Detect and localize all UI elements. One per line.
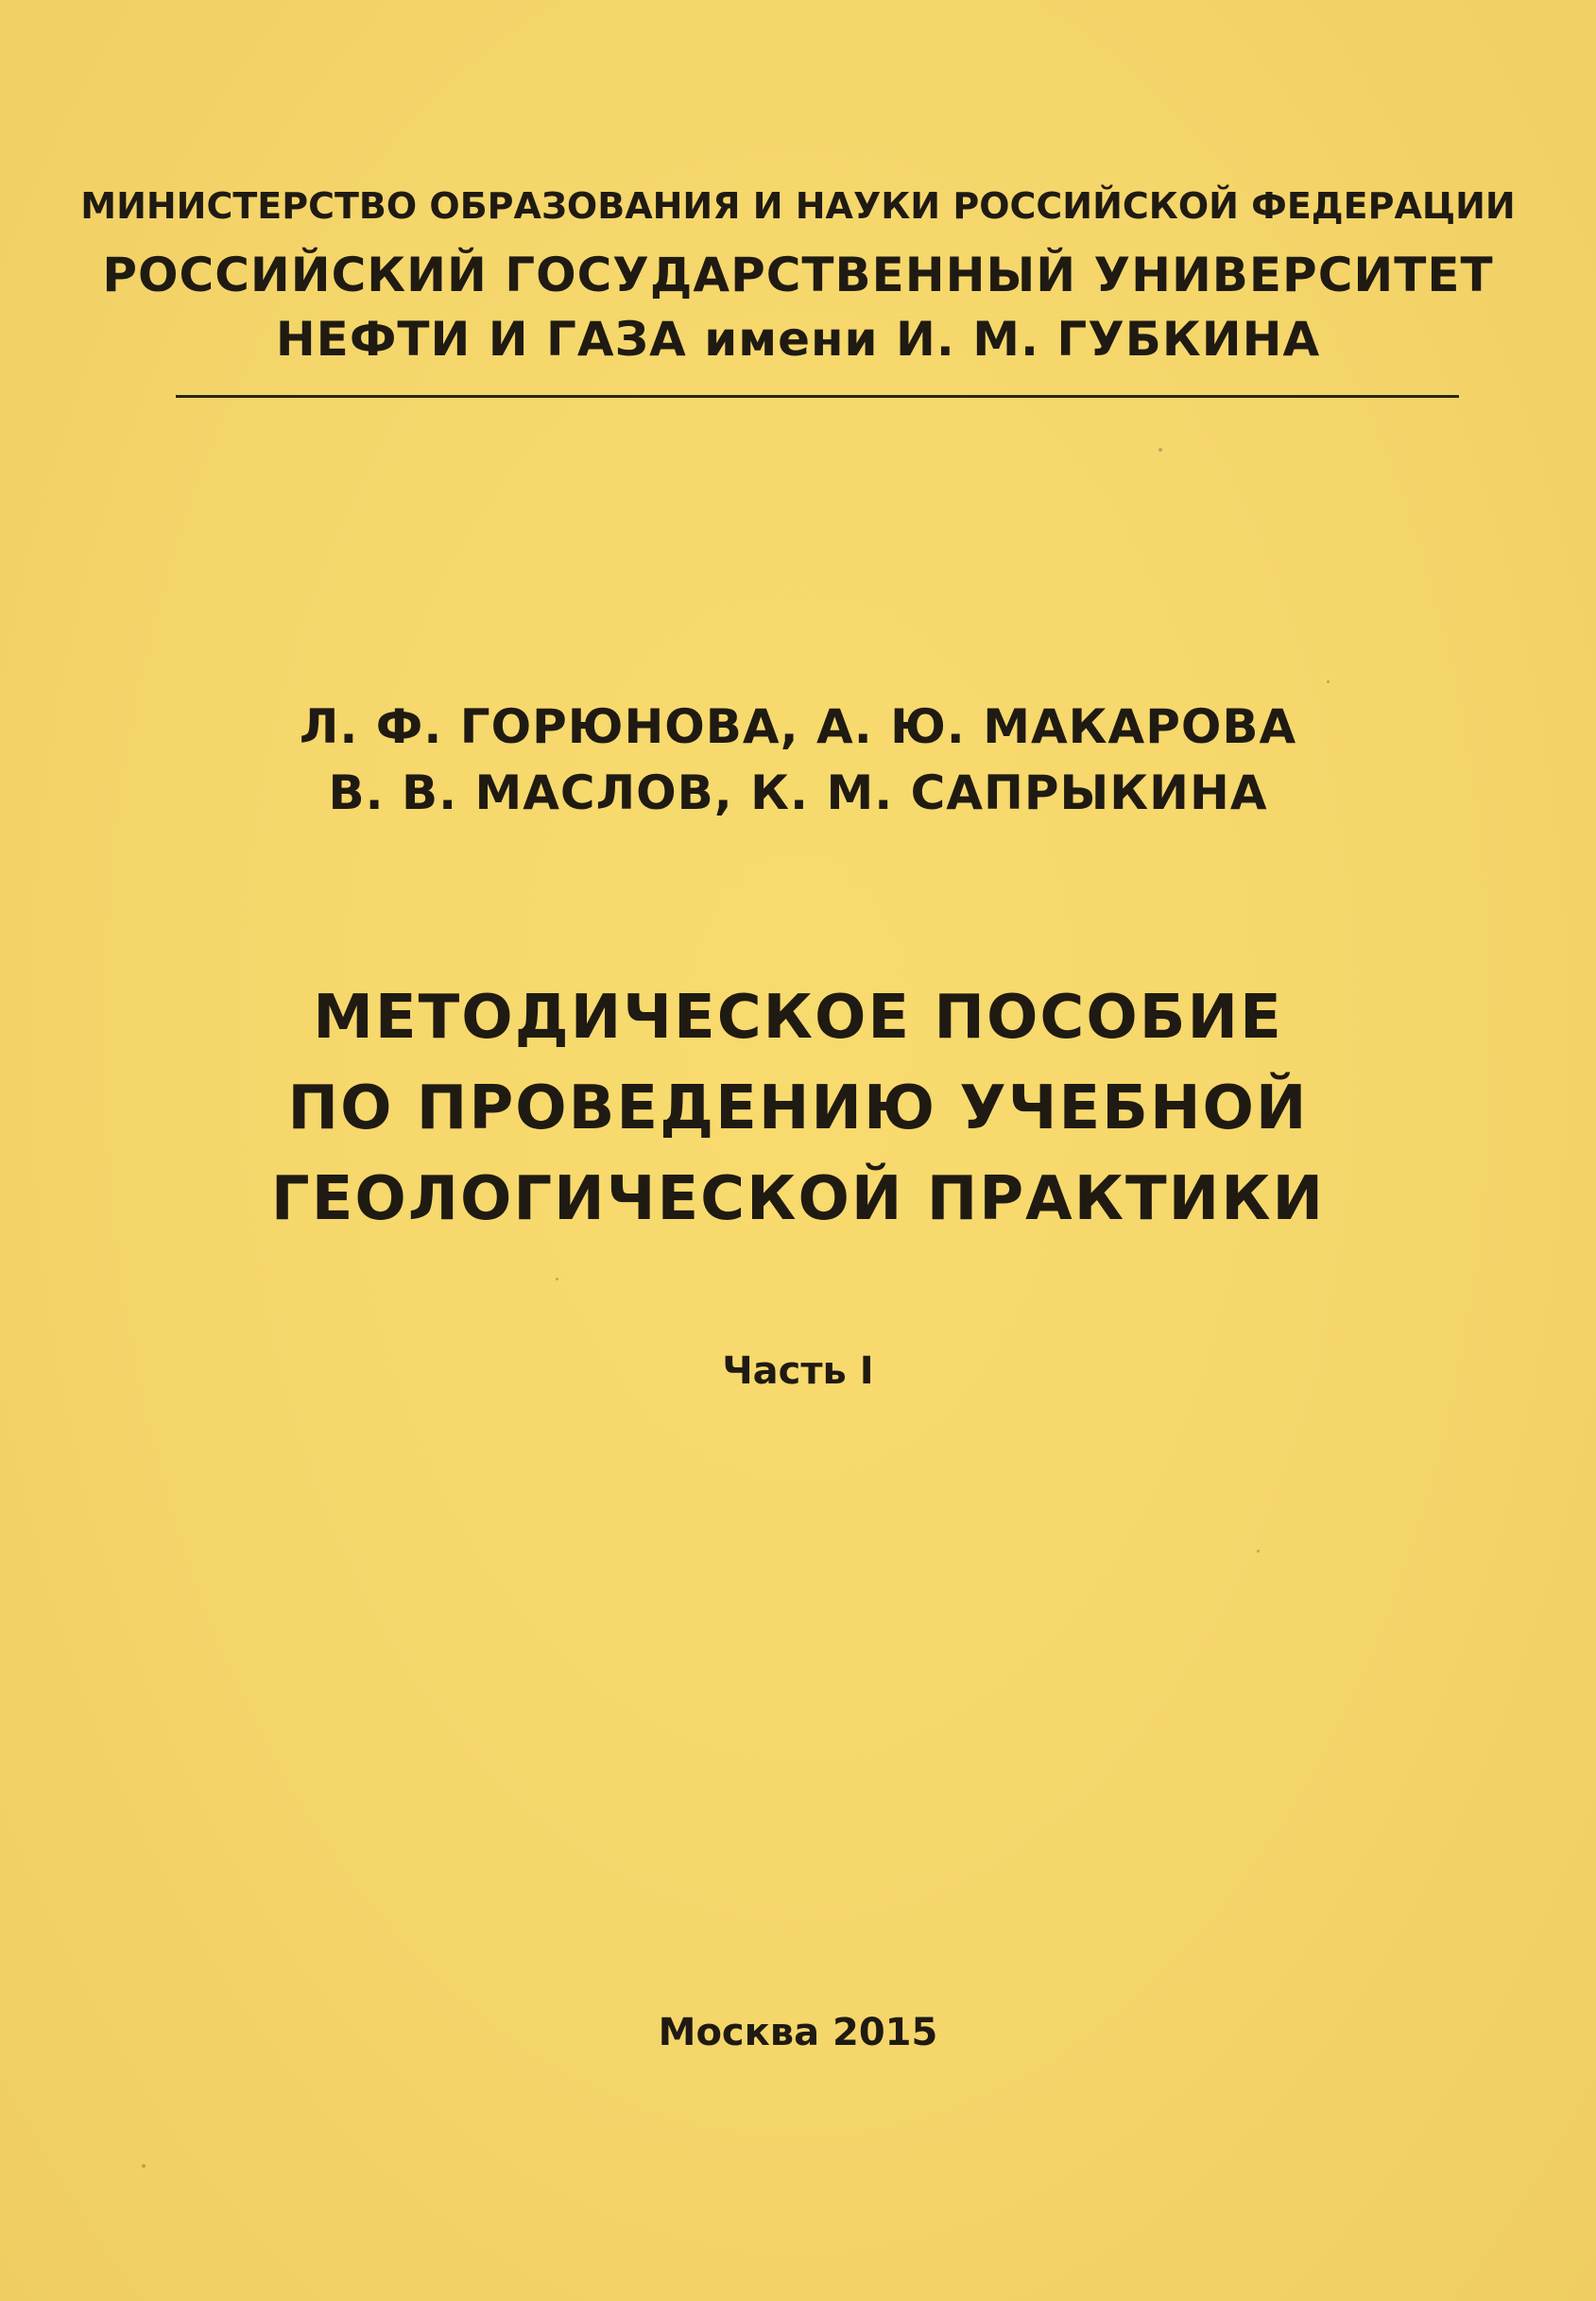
paper-speck [1257,1550,1260,1553]
book-title-line2: ПО ПРОВЕДЕНИЮ УЧЕБНОЙ [287,1073,1309,1143]
authors-line1: Л. Ф. ГОРЮНОВА, А. Ю. МАКАРОВА [299,699,1297,754]
paper-speck [1327,680,1330,683]
part-label: Часть I [722,1349,874,1393]
paper-speck [142,2164,146,2168]
authors-line2: В. В. МАСЛОВ, К. М. САПРЫКИНА [328,765,1268,820]
paper-speck [1158,448,1162,452]
paper-speck [556,1278,558,1280]
book-title-line3: ГЕОЛОГИЧЕСКОЙ ПРАКТИКИ [270,1164,1326,1234]
ministry-name: МИНИСТЕРСТВО ОБРАЗОВАНИЯ И НАУКИ РОССИЙСКОЙ ФЕДЕРАЦИИ [80,185,1516,227]
university-name-line1: РОССИЙСКИЙ ГОСУДАРСТВЕННЫЙ УНИВЕРСИТЕТ [102,248,1494,302]
header-divider [176,395,1459,398]
book-title-line1: МЕТОДИЧЕСКОЕ ПОСОБИЕ [313,983,1283,1053]
city-year: Москва 2015 [658,2011,938,2054]
university-name-line2: НЕФТИ И ГАЗА имени И. М. ГУБКИНА [275,312,1321,367]
